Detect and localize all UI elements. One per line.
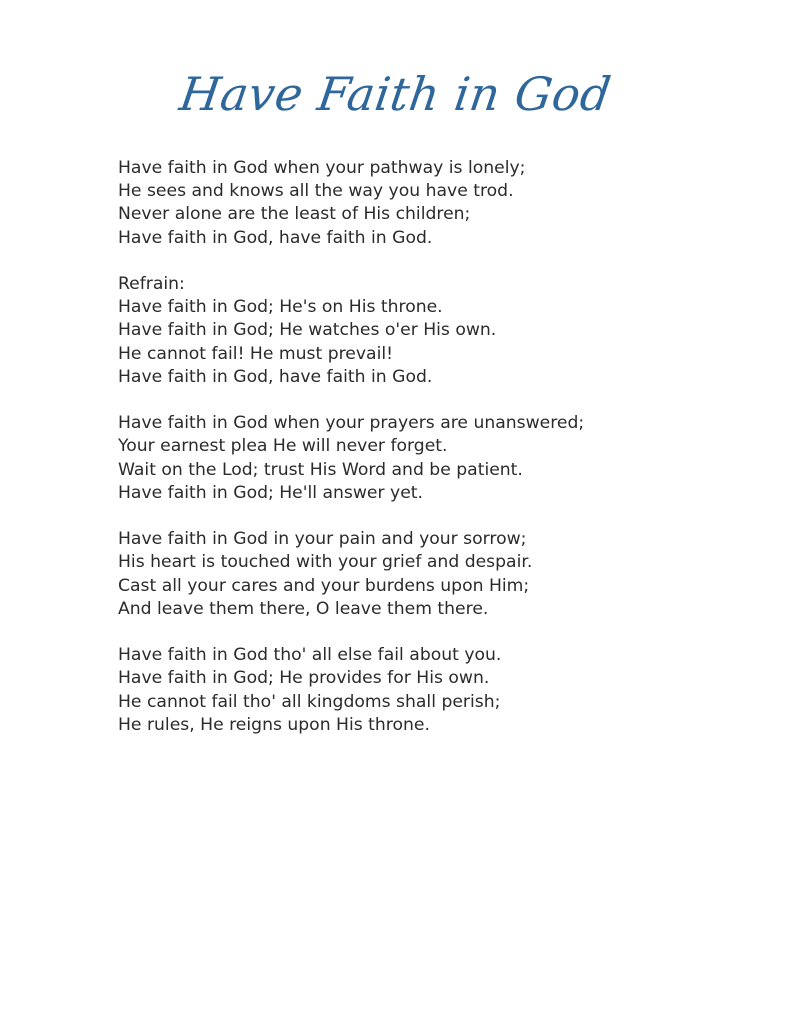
lyric-line: Your earnest plea He will never forget. xyxy=(118,436,448,457)
lyric-line: Have faith in God; He provides for His own. xyxy=(118,668,490,689)
lyric-line: Have faith in God; He watches o'er His own. xyxy=(118,320,497,341)
refrain-label: Refrain: xyxy=(118,274,185,294)
hymn-lyrics xyxy=(118,157,718,760)
lyric-line: He sees and knows all the way you have trod. xyxy=(118,181,514,202)
stanza-verse-1 xyxy=(118,157,718,250)
lyric-line: Have faith in God when your prayers are unanswered; xyxy=(118,413,585,434)
lyric-line: He cannot fail! He must prevail! xyxy=(118,343,394,364)
lyric-line: He cannot fail tho' all kingdoms shall perish; xyxy=(118,691,501,712)
stanza-refrain xyxy=(118,273,718,389)
lyric-line: Have faith in God in your pain and your sorrow; xyxy=(118,529,527,550)
lyric-line: Cast all your cares and your burdens upon Him; xyxy=(118,575,530,596)
lyric-line: Wait on the Lod; trust His Word and be patient. xyxy=(118,459,523,480)
lyric-line: Never alone are the least of His children; xyxy=(118,204,471,225)
lyric-line: Have faith in God; He'll answer yet. xyxy=(118,482,423,503)
lyric-line: He rules, He reigns upon His throne. xyxy=(118,714,430,735)
stanza-verse-3 xyxy=(118,528,718,621)
stanza-verse-4 xyxy=(118,644,718,737)
page-title: Have Faith in God xyxy=(176,67,615,121)
lyric-line: Have faith in God, have faith in God. xyxy=(118,227,433,248)
lyric-line: His heart is touched with your grief and despair. xyxy=(118,552,533,573)
lyric-line: Have faith in God, have faith in God. xyxy=(118,366,433,387)
lyric-line: Have faith in God; He's on His throne. xyxy=(118,297,443,318)
lyric-line: Have faith in God tho' all else fail about you. xyxy=(118,645,502,666)
stanza-verse-2 xyxy=(118,412,718,505)
lyric-line: Have faith in God when your pathway is lonely; xyxy=(118,158,526,178)
lyric-line: And leave them there, O leave them there. xyxy=(118,598,489,619)
